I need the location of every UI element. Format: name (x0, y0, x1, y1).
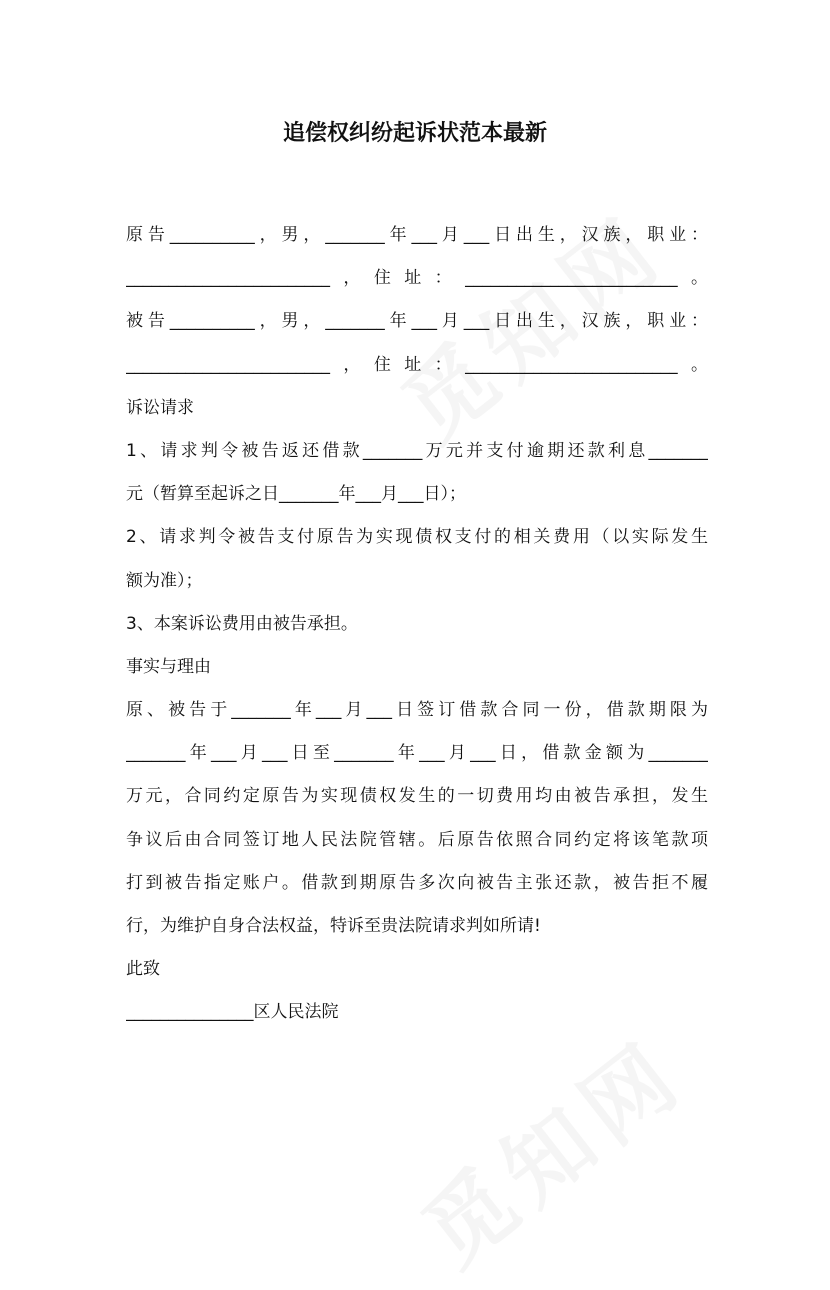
watermark-lower (393, 1006, 707, 1290)
plaintiff-address-line: ________________________，住址：_________________________。 (126, 268, 708, 289)
court-line: _______________区人民法院 (126, 1002, 339, 1023)
claim-2-line-1: 2、请求判令被告支付原告为实现债权支付的相关费用（以实际发生 (126, 527, 708, 548)
document-body (126, 214, 708, 1035)
document-title: 追偿权纠纷起诉状范本最新 (282, 121, 547, 146)
facts-line-1: 原、被告于_______年___月___日签订借款合同一份，借款期限为 (126, 700, 708, 721)
facts-line-4: 争议后由合同签订地人民法院管辖。后原告依照合同约定将该笔款项 (126, 829, 708, 850)
facts-line-5: 打到被告指定账户。借款到期原告多次向被告主张还款，被告拒不履 (126, 872, 708, 893)
claim-2-line-2: 额为准）； (126, 570, 203, 591)
defendant-line: 被告__________，男，_______年___月___日出生，汉族，职业： (126, 311, 708, 332)
claim-1-line-2: 元（暂算至起诉之日_______年___月___日）； (126, 484, 466, 505)
salutation: 此致 (126, 959, 160, 980)
claim-3-line: 3、本案诉讼费用由被告承担。 (126, 613, 358, 634)
plaintiff-line: 原告__________，男，_______年___月___日出生，汉族，职业： (126, 225, 708, 245)
facts-line-3: 万元，合同约定原告为实现债权发生的一切费用均由被告承担，发生 (126, 786, 708, 807)
facts-heading: 事实与理由 (126, 656, 211, 677)
facts-line-2: _______年___月___日至_______年___月___日，借款金额为_______ (126, 743, 708, 764)
facts-line-6: 行，为维护自身合法权益，特诉至贵法院请求判如所请! (126, 916, 541, 936)
defendant-address-line: ________________________，住址：_________________________。 (126, 354, 708, 375)
claim-1-line-1: 1、请求判令被告返还借款_______万元并支付逾期还款利息_______ (126, 440, 708, 461)
claims-heading: 诉讼请求 (126, 397, 194, 418)
